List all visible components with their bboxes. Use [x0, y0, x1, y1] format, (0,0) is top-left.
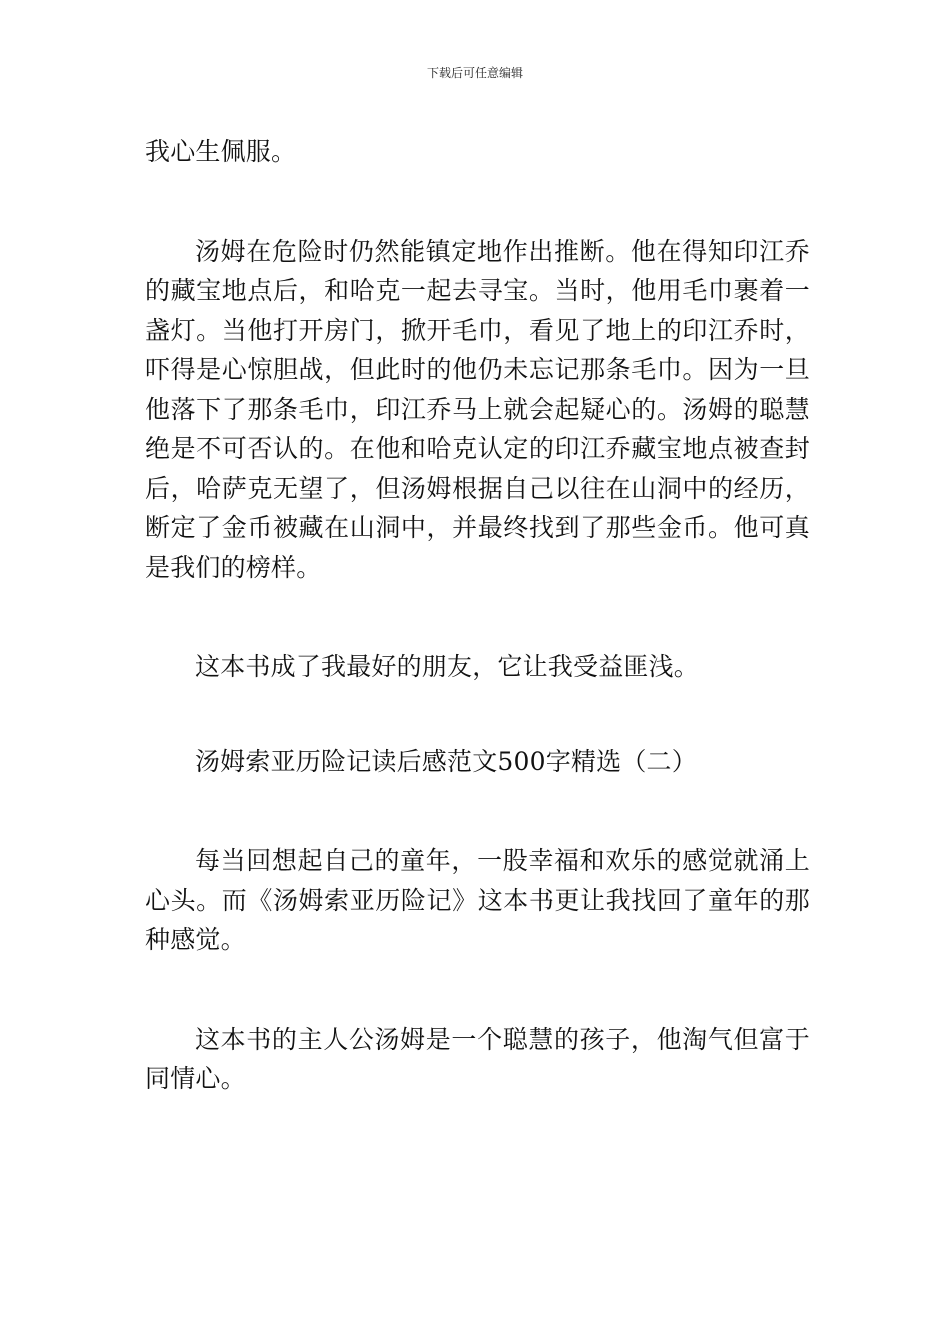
paragraph-best-friend: 这本书成了我最好的朋友，它让我受益匪浅。: [195, 652, 700, 681]
document-body: [145, 132, 810, 1099]
section-heading: 汤姆索亚历险记读后感范文500字精选（二）: [195, 746, 697, 776]
paragraph-childhood: 每当回想起自己的童年，一股幸福和欢乐的感觉就涌上心头。而《汤姆索亚历险记》这本书更让我找回了童年的那种感觉。: [145, 846, 810, 954]
page-header: 下载后可任意编辑: [426, 66, 523, 80]
paragraph-continuation: 我心生佩服。: [145, 137, 297, 166]
paragraph-tom-calm: 汤姆在危险时仍然能镇定地作出推断。他在得知印江乔的藏宝地点后，和哈克一起去寻宝。当时，他用毛巾裹着一盏灯。当他打开房门，掀开毛巾，看见了地上的印江乔时，吓得是心惊胆战，但此时的他仍未忘记那条毛巾。因为一旦他落下了那条毛巾，印江乔马上就会起疑心的。汤姆的聪慧绝是不可否认的。在他和哈克认定的印江乔藏宝地点被查封后，哈萨克无望了，但汤姆根据自己以往在山洞中的经历，断定了金币被藏在山洞中，并最终找到了那些金币。他可真是我们的榜样。: [145, 236, 810, 582]
paragraph-protagonist: 这本书的主人公汤姆是一个聪慧的孩子，他淘气但富于同情心。: [145, 1024, 810, 1093]
